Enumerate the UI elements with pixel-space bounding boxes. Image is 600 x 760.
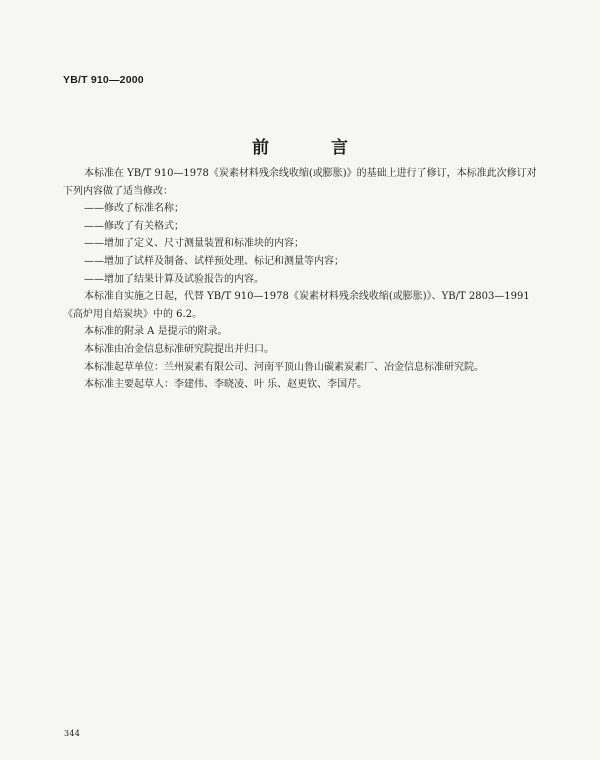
page-title: 前 言 [252,138,376,158]
page-number: 344 [64,729,81,738]
list-item: ——增加了定义、尺寸测量装置和标准块的内容； [84,238,304,250]
list-item: ——修改了标准名称； [84,203,184,215]
foreword-body [63,165,541,394]
paragraph-intro: 本标准在 YB/T 910—1978《炭素材料残余线收缩(或膨胀)》的基础上进行了修订，本标准此次修订对下列内容做了适当修改： [63,168,537,197]
paragraph-drafters: 本标准主要起草人：李建伟、李晓凌、叶 乐、赵更钦、李国芹。 [84,379,368,391]
paragraph-replacement: 本标准自实施之日起，代替 YB/T 910—1978《炭素材料残余线收缩(或膨胀)》、YB/T 2803—1991《高炉用自焙炭块》中的 6.2。 [63,291,530,320]
paragraph-drafting-units: 本标准起草单位：兰州炭素有限公司、河南平顶山鲁山碳素炭素厂、冶金信息标准研究院。 [84,361,484,373]
paragraph-appendix: 本标准的附录 A 是提示的附录。 [84,326,228,338]
list-item: ——修改了有关格式； [84,220,184,232]
list-item: ——增加了结果计算及试验报告的内容。 [84,273,264,285]
list-item: ——增加了试样及制备、试样预处理、标记和测量等内容； [84,255,344,267]
paragraph-proposer: 本标准由冶金信息标准研究院提出并归口。 [84,343,274,355]
standard-code: YB/T 910—2000 [63,74,144,86]
